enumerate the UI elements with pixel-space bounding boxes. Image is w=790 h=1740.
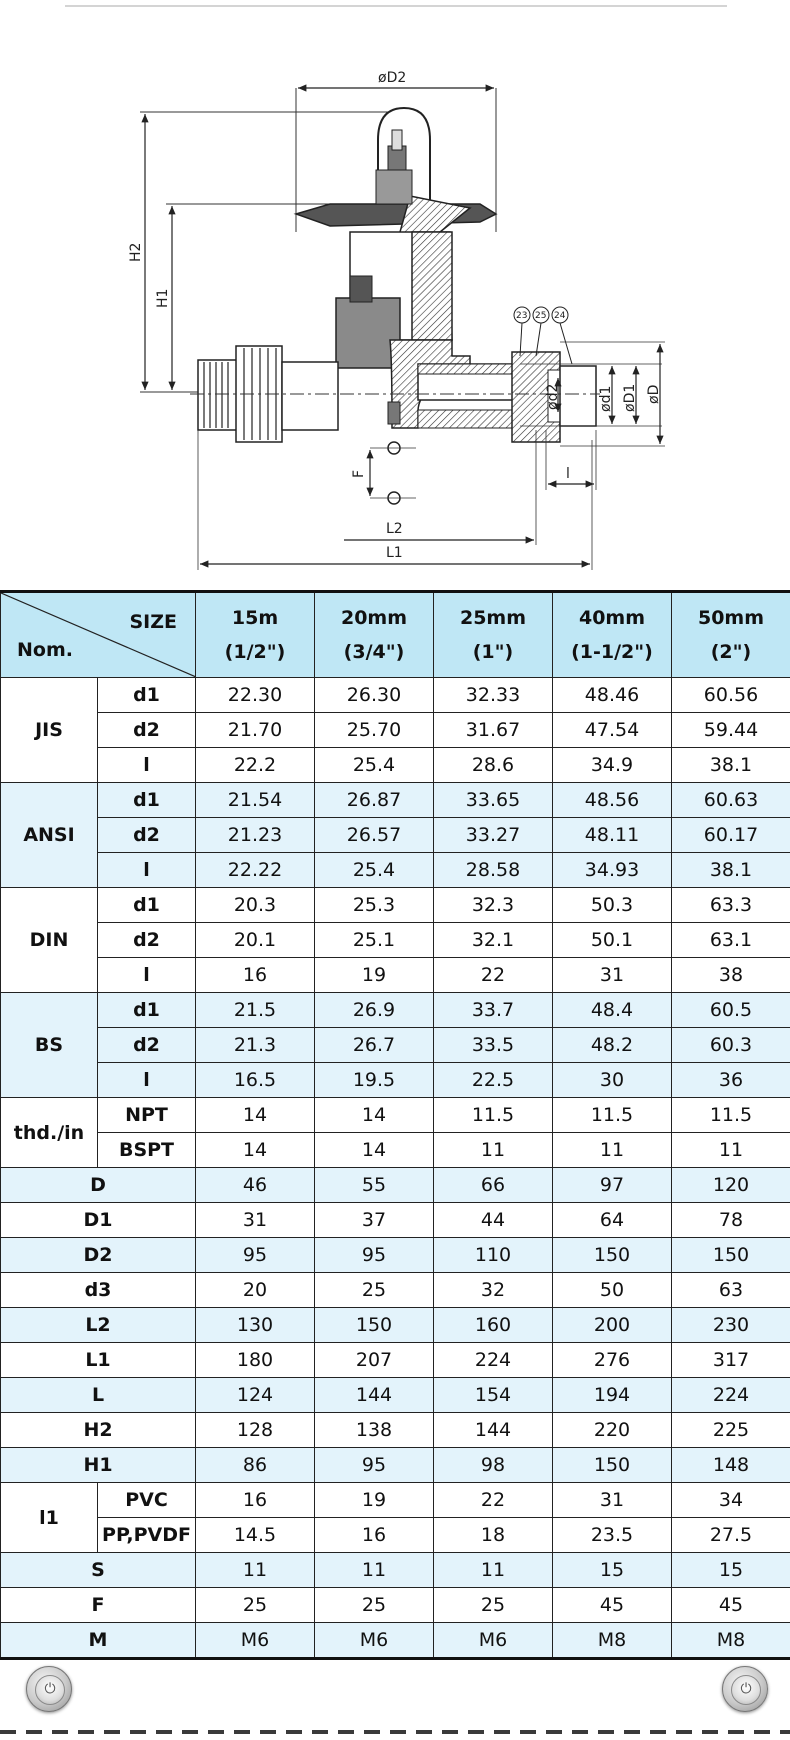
value-cell: 66 bbox=[434, 1168, 553, 1203]
value-cell: 98 bbox=[434, 1448, 553, 1483]
value-cell: 47.54 bbox=[553, 713, 672, 748]
dim-L1: L1 bbox=[386, 545, 403, 561]
table-row bbox=[1, 853, 790, 888]
row-sublabel: PP,PVDF bbox=[98, 1518, 196, 1553]
dim-l: l bbox=[566, 466, 570, 482]
row-sublabel: PVC bbox=[98, 1483, 196, 1518]
row-sublabel: d1 bbox=[98, 888, 196, 923]
row-label: L2 bbox=[1, 1308, 196, 1343]
value-cell: M8 bbox=[553, 1623, 672, 1659]
value-cell: 21.54 bbox=[196, 783, 315, 818]
value-cell: 224 bbox=[672, 1378, 790, 1413]
group-label: thd./in bbox=[1, 1098, 98, 1168]
table-row bbox=[1, 1028, 790, 1063]
dim-H2: H2 bbox=[128, 242, 144, 262]
value-cell: 50 bbox=[553, 1273, 672, 1308]
value-cell: 11 bbox=[434, 1133, 553, 1168]
value-cell: 160 bbox=[434, 1308, 553, 1343]
value-cell: 36 bbox=[672, 1063, 790, 1098]
valve-technical-drawing bbox=[0, 0, 790, 580]
row-label: F bbox=[1, 1588, 196, 1623]
col-header-40mm: 40mm (1-1/2") bbox=[553, 592, 672, 678]
value-cell: 45 bbox=[553, 1588, 672, 1623]
value-cell: 95 bbox=[315, 1238, 434, 1273]
value-cell: 28.58 bbox=[434, 853, 553, 888]
value-cell: 11.5 bbox=[553, 1098, 672, 1133]
value-cell: 16 bbox=[315, 1518, 434, 1553]
value-cell: 16 bbox=[196, 958, 315, 993]
value-cell: 19.5 bbox=[315, 1063, 434, 1098]
value-cell: 14.5 bbox=[196, 1518, 315, 1553]
table-row bbox=[1, 958, 790, 993]
value-cell: 78 bbox=[672, 1203, 790, 1238]
table-row bbox=[1, 1483, 790, 1518]
value-cell: M8 bbox=[672, 1623, 790, 1659]
value-cell: M6 bbox=[434, 1623, 553, 1659]
value-cell: 32.33 bbox=[434, 678, 553, 713]
value-cell: 50.3 bbox=[553, 888, 672, 923]
col-header-20mm: 20mm (3/4") bbox=[315, 592, 434, 678]
value-cell: 110 bbox=[434, 1238, 553, 1273]
value-cell: 11 bbox=[672, 1133, 790, 1168]
value-cell: 21.3 bbox=[196, 1028, 315, 1063]
dim-D2: øD2 bbox=[378, 70, 407, 86]
value-cell: 25.1 bbox=[315, 923, 434, 958]
value-cell: 95 bbox=[315, 1448, 434, 1483]
value-cell: 14 bbox=[315, 1133, 434, 1168]
table-body bbox=[1, 678, 790, 1659]
value-cell: 25.3 bbox=[315, 888, 434, 923]
value-cell: 150 bbox=[672, 1238, 790, 1273]
value-cell: 28.6 bbox=[434, 748, 553, 783]
value-cell: 128 bbox=[196, 1413, 315, 1448]
table-header-row bbox=[1, 592, 790, 678]
value-cell: 22.5 bbox=[434, 1063, 553, 1098]
value-cell: 33.5 bbox=[434, 1028, 553, 1063]
value-cell: 48.2 bbox=[553, 1028, 672, 1063]
table-row bbox=[1, 1308, 790, 1343]
row-sublabel: l bbox=[98, 1063, 196, 1098]
value-cell: 224 bbox=[434, 1343, 553, 1378]
row-sublabel: NPT bbox=[98, 1098, 196, 1133]
table-row bbox=[1, 713, 790, 748]
value-cell: 14 bbox=[196, 1133, 315, 1168]
value-cell: 180 bbox=[196, 1343, 315, 1378]
value-cell: 33.7 bbox=[434, 993, 553, 1028]
table-row bbox=[1, 1623, 790, 1659]
row-sublabel: l bbox=[98, 748, 196, 783]
row-sublabel: d2 bbox=[98, 713, 196, 748]
value-cell: 11 bbox=[553, 1133, 672, 1168]
row-sublabel: d1 bbox=[98, 678, 196, 713]
value-cell: 60.5 bbox=[672, 993, 790, 1028]
value-cell: 19 bbox=[315, 958, 434, 993]
value-cell: 32.3 bbox=[434, 888, 553, 923]
value-cell: 20.3 bbox=[196, 888, 315, 923]
table-row bbox=[1, 783, 790, 818]
group-label: ANSI bbox=[1, 783, 98, 888]
group-label: BS bbox=[1, 993, 98, 1098]
callout-23: 23 bbox=[516, 311, 528, 321]
value-cell: 14 bbox=[196, 1098, 315, 1133]
value-cell: 194 bbox=[553, 1378, 672, 1413]
value-cell: 21.70 bbox=[196, 713, 315, 748]
row-label: S bbox=[1, 1553, 196, 1588]
value-cell: 31 bbox=[553, 1483, 672, 1518]
value-cell: 15 bbox=[672, 1553, 790, 1588]
table-row bbox=[1, 1203, 790, 1238]
table-row bbox=[1, 888, 790, 923]
table-row bbox=[1, 1413, 790, 1448]
row-sublabel: d2 bbox=[98, 1028, 196, 1063]
value-cell: 48.4 bbox=[553, 993, 672, 1028]
table-row bbox=[1, 1098, 790, 1133]
dim-L2: L2 bbox=[386, 521, 403, 537]
row-label: M bbox=[1, 1623, 196, 1659]
value-cell: 19 bbox=[315, 1483, 434, 1518]
row-label: H1 bbox=[1, 1448, 196, 1483]
dim-D1: øD1 bbox=[622, 383, 638, 412]
value-cell: 63.1 bbox=[672, 923, 790, 958]
value-cell: 11 bbox=[434, 1553, 553, 1588]
value-cell: 26.9 bbox=[315, 993, 434, 1028]
table-row bbox=[1, 1378, 790, 1413]
value-cell: 32 bbox=[434, 1273, 553, 1308]
group-label: l1 bbox=[1, 1483, 98, 1553]
value-cell: 22.22 bbox=[196, 853, 315, 888]
value-cell: 11.5 bbox=[672, 1098, 790, 1133]
value-cell: 48.46 bbox=[553, 678, 672, 713]
value-cell: 225 bbox=[672, 1413, 790, 1448]
value-cell: 25 bbox=[315, 1588, 434, 1623]
value-cell: 276 bbox=[553, 1343, 672, 1378]
value-cell: 31 bbox=[196, 1203, 315, 1238]
value-cell: 20.1 bbox=[196, 923, 315, 958]
value-cell: 26.30 bbox=[315, 678, 434, 713]
value-cell: 23.5 bbox=[553, 1518, 672, 1553]
value-cell: 38.1 bbox=[672, 748, 790, 783]
value-cell: 45 bbox=[672, 1588, 790, 1623]
value-cell: 48.56 bbox=[553, 783, 672, 818]
value-cell: 59.44 bbox=[672, 713, 790, 748]
table-row bbox=[1, 1168, 790, 1203]
table-row bbox=[1, 818, 790, 853]
row-label: L1 bbox=[1, 1343, 196, 1378]
value-cell: 34.93 bbox=[553, 853, 672, 888]
table-row bbox=[1, 1588, 790, 1623]
table-row bbox=[1, 1238, 790, 1273]
value-cell: 22 bbox=[434, 1483, 553, 1518]
value-cell: 30 bbox=[553, 1063, 672, 1098]
value-cell: 33.27 bbox=[434, 818, 553, 853]
table-row bbox=[1, 1553, 790, 1588]
value-cell: M6 bbox=[315, 1623, 434, 1659]
value-cell: 11 bbox=[315, 1553, 434, 1588]
power-icon: ⏻ bbox=[35, 1675, 65, 1705]
group-label: JIS bbox=[1, 678, 98, 783]
value-cell: 25 bbox=[434, 1588, 553, 1623]
value-cell: 38 bbox=[672, 958, 790, 993]
value-cell: 33.65 bbox=[434, 783, 553, 818]
value-cell: 144 bbox=[315, 1378, 434, 1413]
value-cell: 25.4 bbox=[315, 748, 434, 783]
value-cell: 60.63 bbox=[672, 783, 790, 818]
value-cell: 25 bbox=[315, 1273, 434, 1308]
value-cell: 34 bbox=[672, 1483, 790, 1518]
value-cell: 95 bbox=[196, 1238, 315, 1273]
power-icon: ⏻ bbox=[731, 1675, 761, 1705]
size-label: SIZE bbox=[129, 611, 177, 633]
value-cell: 31 bbox=[553, 958, 672, 993]
row-label: d3 bbox=[1, 1273, 196, 1308]
value-cell: 63.3 bbox=[672, 888, 790, 923]
value-cell: 60.17 bbox=[672, 818, 790, 853]
value-cell: 16.5 bbox=[196, 1063, 315, 1098]
dim-D: øD bbox=[646, 384, 662, 404]
value-cell: 64 bbox=[553, 1203, 672, 1238]
value-cell: 18 bbox=[434, 1518, 553, 1553]
value-cell: 46 bbox=[196, 1168, 315, 1203]
value-cell: 60.56 bbox=[672, 678, 790, 713]
value-cell: 11 bbox=[196, 1553, 315, 1588]
row-sublabel: l bbox=[98, 958, 196, 993]
dim-F: F bbox=[351, 469, 367, 478]
value-cell: 144 bbox=[434, 1413, 553, 1448]
value-cell: 207 bbox=[315, 1343, 434, 1378]
group-label: DIN bbox=[1, 888, 98, 993]
row-sublabel: d1 bbox=[98, 783, 196, 818]
value-cell: 15 bbox=[553, 1553, 672, 1588]
value-cell: 150 bbox=[553, 1448, 672, 1483]
dim-d2: ød2 bbox=[545, 383, 561, 410]
dim-d1: ød1 bbox=[598, 385, 614, 412]
value-cell: 148 bbox=[672, 1448, 790, 1483]
value-cell: 21.23 bbox=[196, 818, 315, 853]
value-cell: 32.1 bbox=[434, 923, 553, 958]
power-button-left[interactable] bbox=[26, 1666, 72, 1712]
row-label: L bbox=[1, 1378, 196, 1413]
value-cell: 34.9 bbox=[553, 748, 672, 783]
value-cell: 138 bbox=[315, 1413, 434, 1448]
table-row bbox=[1, 993, 790, 1028]
value-cell: 16 bbox=[196, 1483, 315, 1518]
value-cell: 55 bbox=[315, 1168, 434, 1203]
value-cell: 26.87 bbox=[315, 783, 434, 818]
col-header-50mm: 50mm (2") bbox=[672, 592, 790, 678]
value-cell: 25.70 bbox=[315, 713, 434, 748]
value-cell: 27.5 bbox=[672, 1518, 790, 1553]
dimension-spec-table bbox=[0, 590, 790, 1660]
row-label: D bbox=[1, 1168, 196, 1203]
corner-header-cell bbox=[1, 592, 196, 678]
row-label: D2 bbox=[1, 1238, 196, 1273]
value-cell: 26.7 bbox=[315, 1028, 434, 1063]
value-cell: 25.4 bbox=[315, 853, 434, 888]
value-cell: 63 bbox=[672, 1273, 790, 1308]
value-cell: 86 bbox=[196, 1448, 315, 1483]
dim-H1: H1 bbox=[155, 288, 171, 308]
row-sublabel: l bbox=[98, 853, 196, 888]
value-cell: 220 bbox=[553, 1413, 672, 1448]
value-cell: 130 bbox=[196, 1308, 315, 1343]
callout-24: 24 bbox=[554, 311, 566, 321]
value-cell: 31.67 bbox=[434, 713, 553, 748]
table-row bbox=[1, 748, 790, 783]
col-header-15m: 15m (1/2") bbox=[196, 592, 315, 678]
table-row bbox=[1, 923, 790, 958]
value-cell: 230 bbox=[672, 1308, 790, 1343]
value-cell: 44 bbox=[434, 1203, 553, 1238]
value-cell: 150 bbox=[553, 1238, 672, 1273]
table-row bbox=[1, 678, 790, 713]
row-label: H2 bbox=[1, 1413, 196, 1448]
value-cell: 20 bbox=[196, 1273, 315, 1308]
value-cell: 60.3 bbox=[672, 1028, 790, 1063]
col-header-25mm: 25mm (1") bbox=[434, 592, 553, 678]
table-row bbox=[1, 1448, 790, 1483]
value-cell: 37 bbox=[315, 1203, 434, 1238]
row-sublabel: d2 bbox=[98, 818, 196, 853]
value-cell: 97 bbox=[553, 1168, 672, 1203]
value-cell: M6 bbox=[196, 1623, 315, 1659]
value-cell: 50.1 bbox=[553, 923, 672, 958]
table-row bbox=[1, 1273, 790, 1308]
value-cell: 317 bbox=[672, 1343, 790, 1378]
value-cell: 22 bbox=[434, 958, 553, 993]
value-cell: 150 bbox=[315, 1308, 434, 1343]
table-row bbox=[1, 1063, 790, 1098]
value-cell: 14 bbox=[315, 1098, 434, 1133]
value-cell: 120 bbox=[672, 1168, 790, 1203]
callout-25: 25 bbox=[535, 311, 547, 321]
value-cell: 22.30 bbox=[196, 678, 315, 713]
row-sublabel: BSPT bbox=[98, 1133, 196, 1168]
table-row bbox=[1, 1343, 790, 1378]
value-cell: 154 bbox=[434, 1378, 553, 1413]
value-cell: 21.5 bbox=[196, 993, 315, 1028]
bottom-dashed-divider bbox=[0, 1730, 790, 1734]
table-row bbox=[1, 1518, 790, 1553]
value-cell: 48.11 bbox=[553, 818, 672, 853]
row-label: D1 bbox=[1, 1203, 196, 1238]
value-cell: 200 bbox=[553, 1308, 672, 1343]
value-cell: 124 bbox=[196, 1378, 315, 1413]
table-row bbox=[1, 1133, 790, 1168]
row-sublabel: d1 bbox=[98, 993, 196, 1028]
nom-label: Nom. bbox=[17, 639, 73, 661]
row-sublabel: d2 bbox=[98, 923, 196, 958]
power-button-right[interactable] bbox=[722, 1666, 768, 1712]
value-cell: 25 bbox=[196, 1588, 315, 1623]
value-cell: 38.1 bbox=[672, 853, 790, 888]
value-cell: 26.57 bbox=[315, 818, 434, 853]
value-cell: 11.5 bbox=[434, 1098, 553, 1133]
value-cell: 22.2 bbox=[196, 748, 315, 783]
